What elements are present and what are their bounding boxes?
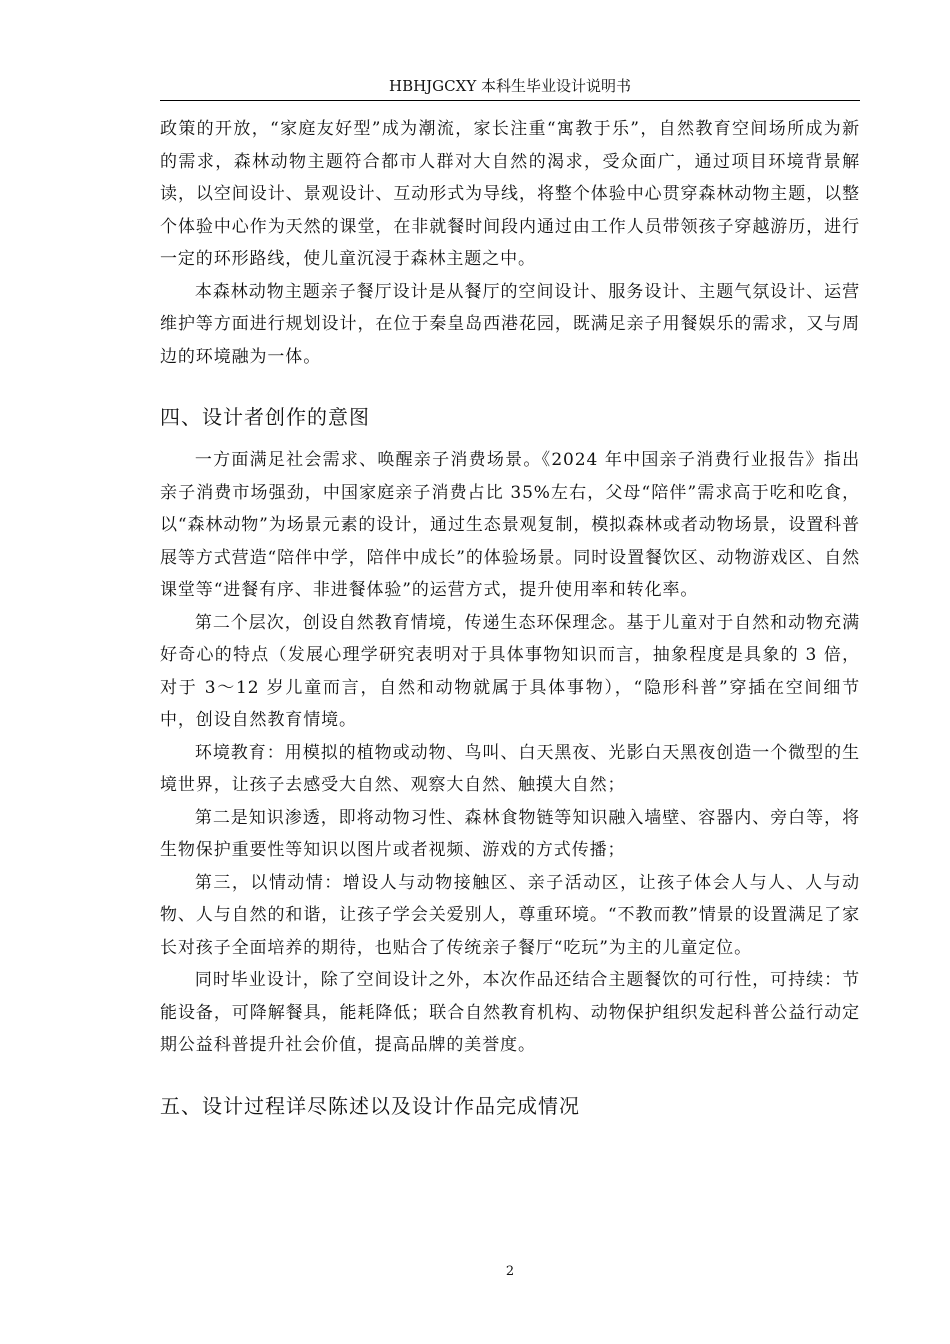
section-heading-5: 五、设计过程详尽陈述以及设计作品完成情况 [160,1093,580,1118]
section-heading-4: 四、设计者创作的意图 [160,405,370,429]
paragraph-sustainability: 同时毕业设计，除了空间设计之外，本次作品还结合主题餐饮的可行性，可持续：节能设备，可降解餐具，能耗降低；联合自然教育机构、动物保护组织发起科普公益行动定期公益科普提升社会价值，提高品牌的美誉度。 [160,970,860,1055]
paragraph-second-level: 第二个层次，创设自然教育情境，传递生态环保理念。基于儿童对于自然和动物充满好奇心的特点（发展心理学研究表明对于具体事物知识而言，抽象程度是具象的 3 倍，对于 3～12 岁儿童而言，自然和动物就属于具体事物），“隐形科普”穿插在空间细节中，创设自然教育情境。 [160,612,860,730]
paragraph-environment-education: 环境教育：用模拟的植物或动物、鸟叫、白天黑夜、光影白天黑夜创造一个微型的生境世界，让孩子去感受大自然、观察大自然、触摸大自然； [160,742,860,795]
paragraph-social-demand: 一方面满足社会需求、唤醒亲子消费场景。《2024 年中国亲子消费行业报告》指出亲子消费市场强劲，中国家庭亲子消费占比 35%左右，父母“陪伴”需求高于吃和吃食，以“森林动物”为场景元素的设计，通过生态景观复制，模拟森林或者动物场景，设置科普展等方式营造“陪伴中学，陪伴中成长”的体验场景。同时设置餐饮区、动物游戏区、自然课堂等“进餐有序、非进餐体验”的运营方式，提升使用率和转化率。 [160,450,860,600]
page-number: 2 [505,1264,515,1279]
paragraph-continued: 政策的开放，“家庭友好型”成为潮流，家长注重“寓教于乐”，自然教育空间场所成为新的需求，森林动物主题符合都市人群对大自然的渴求，受众面广，通过项目环境背景解读，以空间设计、景观设计、互动形式为导线，将整个体验中心贯穿森林动物主题，以整个体验中心作为天然的课堂，在非就餐时间段内通过由工作人员带领孩子穿越游历，进行一定的环形路线，使儿童沉浸于森林主题之中。 [160,119,860,269]
page-header: HBHJGCXY 本科生毕业设计说明书 [388,77,631,95]
paragraph-knowledge: 第二是知识渗透，即将动物习性、森林食物链等知识融入墙壁、容器内、旁白等，将生物保护重要性等知识以图片或者视频、游戏的方式传播； [160,807,860,860]
page-content [160,113,860,1120]
header-rule [160,100,860,101]
paragraph-emotion: 第三，以情动情：增设人与动物接触区、亲子活动区，让孩子体会人与人、人与动物、人与自然的和谐，让孩子学会关爱别人，尊重环境。“不教而教”情景的设置满足了家长对孩子全面培养的期待，也贴合了传统亲子餐厅“吃玩”为主的儿童定位。 [160,872,860,958]
paragraph-restaurant-design: 本森林动物主题亲子餐厅设计是从餐厅的空间设计、服务设计、主题气氛设计、运营维护等方面进行规划设计，在位于秦皇岛西港花园，既满足亲子用餐娱乐的需求，又与周边的环境融为一体。 [160,281,860,367]
